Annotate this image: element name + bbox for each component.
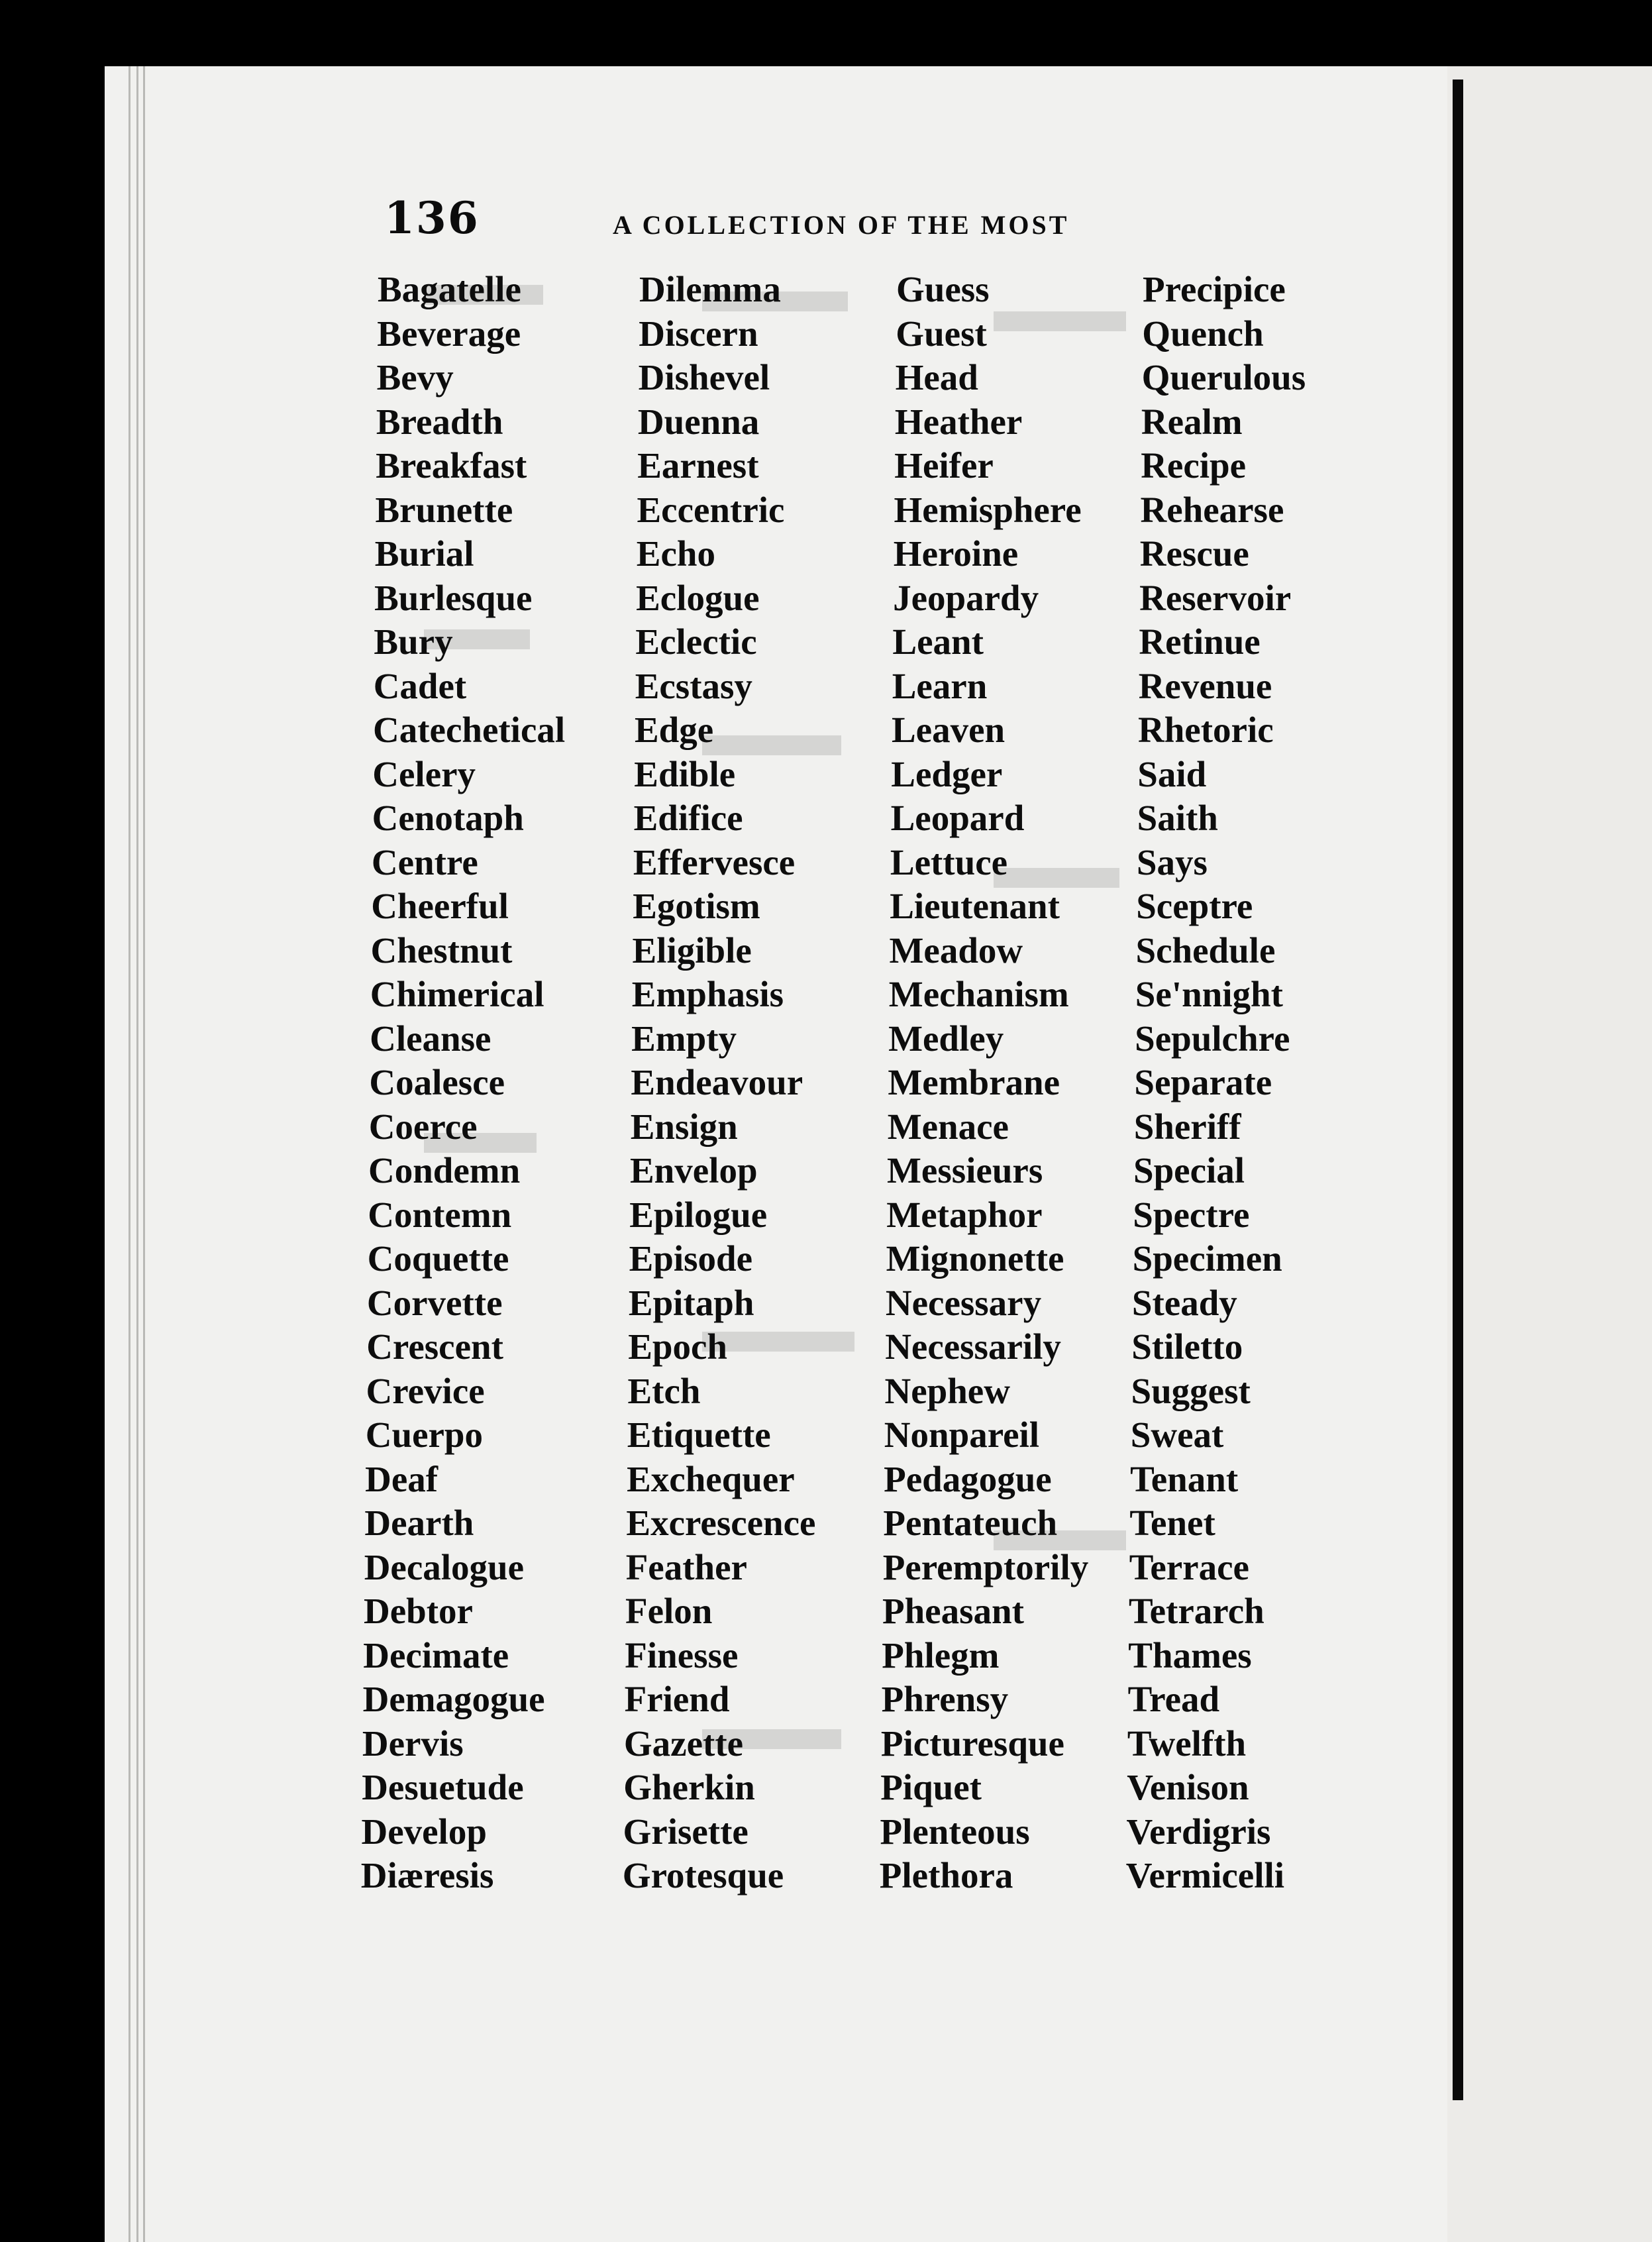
word-entry: Medley [888,1018,1004,1059]
word-entry: Tetrarch [1129,1591,1265,1631]
word-entry: Eccentric [637,489,785,530]
word-entry: Heroine [893,533,1019,574]
page-edge-line [129,66,130,2242]
word-entry: Empty [631,1018,737,1059]
word-entry: Develop [361,1811,487,1852]
word-entry: Separate [1134,1062,1272,1102]
word-entry: Steady [1131,1282,1237,1323]
word-entry: Vermicelli [1125,1855,1285,1895]
word-entry: Bury [374,621,453,662]
word-column-4 [1125,268,1307,1898]
word-entry: Endeavour [631,1062,803,1102]
word-entry: Cenotaph [372,798,524,838]
word-entry: Pentateuch [883,1503,1058,1543]
word-entry: Grotesque [622,1855,784,1895]
word-entry: Sceptre [1136,886,1253,926]
word-entry: Decimate [363,1634,509,1676]
word-entry: Exchequer [627,1458,795,1499]
word-entry: Recipe [1141,445,1247,486]
word-entry: Etch [627,1370,701,1411]
word-entry: Necessarily [885,1326,1061,1367]
word-entry: Duenna [637,401,760,442]
word-entry: Saith [1137,798,1218,838]
word-entry: Mechanism [888,974,1069,1014]
word-entry: Cadet [373,665,467,706]
word-entry: Venison [1127,1767,1249,1807]
word-entry: Nonpareil [884,1415,1040,1455]
word-entry: Plethora [879,1855,1013,1895]
word-entry: Specimen [1132,1238,1282,1279]
word-entry: Nephew [884,1370,1010,1411]
word-entry: Rhetoric [1138,710,1274,750]
word-entry: Lieutenant [890,886,1060,926]
word-entry: Says [1136,841,1208,882]
word-entry: Gazette [623,1723,744,1764]
word-entry: Bevy [376,357,454,398]
word-entry: Feather [625,1546,747,1587]
word-entry: Lettuce [890,841,1008,882]
word-entry: Se'nnight [1135,974,1283,1014]
word-entry: Contemn [368,1194,512,1235]
word-column-1 [360,268,570,1898]
word-entry: Leaven [892,710,1006,750]
word-entry: Chimerical [370,974,544,1014]
word-entry: Sweat [1130,1415,1224,1455]
word-entry: Tenet [1129,1503,1215,1543]
word-entry: Precipice [1143,269,1286,309]
word-entry: Revenue [1138,665,1272,706]
word-entry: Grisette [623,1811,749,1852]
word-entry: Tread [1127,1679,1220,1719]
word-entry: Coquette [367,1238,509,1279]
word-entry: Retinue [1139,621,1261,662]
page-number: 136 [384,192,480,244]
word-entry: Sepulchre [1135,1018,1290,1059]
word-entry: Crescent [366,1326,503,1367]
word-entry: Membrane [888,1062,1060,1102]
word-entry: Burlesque [374,577,533,618]
word-entry: Mignonette [886,1238,1064,1279]
word-entry: Catechetical [373,710,566,750]
word-entry: Querulous [1141,357,1306,398]
word-entry: Special [1133,1150,1245,1191]
word-entry: Pheasant [882,1591,1024,1631]
word-entry: Burial [374,533,474,574]
word-entry: Rescue [1139,533,1249,574]
word-entry: Envelop [630,1150,758,1191]
word-entry: Edible [634,753,736,794]
word-entry: Realm [1141,401,1243,442]
running-title: A COLLECTION OF THE MOST [613,210,1070,240]
word-entry: Epilogue [629,1194,768,1235]
word-entry: Edifice [633,798,743,838]
word-entry: Jeopardy [893,577,1039,618]
word-entry: Debtor [364,1591,473,1631]
word-entry: Demagogue [362,1679,545,1719]
word-entry: Quench [1142,313,1264,354]
word-entry: Verdigris [1126,1811,1271,1852]
word-entry: Bagatelle [378,269,521,309]
word-entry: Decalogue [364,1546,525,1587]
word-entry: Twelfth [1127,1723,1247,1764]
word-entry: Heather [894,401,1023,442]
word-entry: Breakfast [376,445,527,486]
page-edge-line [136,66,138,2242]
page-gutter-shadow [1453,80,1463,2100]
word-entry: Eclogue [636,577,760,618]
word-entry: Excrescence [626,1503,816,1543]
word-entry: Episode [629,1238,753,1279]
word-entry: Phlegm [882,1634,1000,1676]
word-list [354,268,1388,1937]
word-entry: Dilemma [639,269,781,309]
running-head [278,186,1272,245]
word-entry: Condemn [368,1150,521,1191]
word-entry: Plenteous [880,1811,1030,1852]
page-edge-line [143,66,145,2242]
word-entry: Deaf [365,1458,439,1499]
word-entry: Pedagogue [884,1458,1052,1499]
word-entry: Corvette [366,1282,503,1323]
word-entry: Cheerful [371,886,509,926]
word-entry: Chestnut [370,930,513,971]
word-entry: Sheriff [1133,1106,1241,1147]
word-entry: Peremptorily [882,1546,1089,1587]
word-entry: Said [1137,753,1207,794]
word-entry: Hemisphere [894,489,1082,530]
word-entry: Necessary [885,1282,1042,1323]
word-entry: Echo [636,533,715,574]
word-entry: Eligible [632,930,752,971]
word-entry: Ledger [891,753,1003,794]
word-entry: Phrensy [881,1679,1009,1719]
word-entry: Dearth [364,1503,474,1543]
word-entry: Guess [896,269,990,309]
word-entry: Metaphor [886,1194,1043,1235]
word-entry: Felon [625,1591,713,1631]
word-entry: Reservoir [1139,577,1292,618]
word-entry: Ecstasy [635,665,752,706]
word-column-2 [622,268,829,1898]
word-entry: Schedule [1135,930,1276,971]
word-entry: Leopard [890,798,1025,838]
word-entry: Edge [635,710,714,750]
word-entry: Guest [896,313,987,354]
word-entry: Effervesce [633,841,796,882]
word-entry: Leant [892,621,984,662]
word-entry: Coalesce [369,1062,505,1102]
word-entry: Stiletto [1131,1326,1243,1367]
word-entry: Rehearse [1140,489,1284,530]
word-entry: Head [895,357,978,398]
word-entry: Tenant [1130,1458,1239,1499]
word-entry: Learn [892,665,988,706]
word-entry: Emphasis [631,974,784,1014]
word-entry: Coerce [368,1106,478,1147]
word-entry: Spectre [1133,1194,1250,1235]
word-entry: Piquet [880,1767,982,1807]
word-entry: Friend [624,1679,730,1719]
word-column-3 [879,268,1102,1898]
word-entry: Earnest [637,445,759,486]
word-entry: Celery [372,753,476,794]
word-entry: Finesse [625,1634,739,1676]
word-entry: Breadth [376,401,503,442]
word-entry: Cleanse [370,1018,491,1059]
word-entry: Brunette [375,489,513,530]
word-entry: Diæresis [360,1855,494,1895]
word-entry: Heifer [894,445,994,486]
word-entry: Egotism [633,886,760,926]
word-entry: Gherkin [623,1767,755,1807]
word-entry: Menace [887,1106,1009,1147]
word-entry: Epitaph [628,1282,754,1323]
word-entry: Etiquette [627,1415,771,1455]
word-entry: Desuetude [362,1767,524,1807]
word-entry: Dishevel [638,357,770,398]
word-entry: Centre [371,841,478,882]
word-entry: Picturesque [880,1723,1064,1764]
word-entry: Cuerpo [365,1415,484,1455]
word-entry: Messieurs [887,1150,1043,1191]
word-entry: Epoch [628,1326,727,1367]
word-entry: Terrace [1129,1546,1249,1587]
word-entry: Dervis [362,1723,464,1764]
word-entry: Ensign [630,1106,738,1147]
word-entry: Beverage [377,313,521,354]
word-entry: Meadow [889,930,1023,971]
word-entry: Thames [1128,1634,1252,1676]
word-entry: Crevice [366,1370,485,1411]
facing-page-edge [1447,66,1652,2242]
word-entry: Discern [639,313,758,354]
word-entry: Eclectic [635,621,757,662]
word-entry: Suggest [1131,1370,1251,1411]
